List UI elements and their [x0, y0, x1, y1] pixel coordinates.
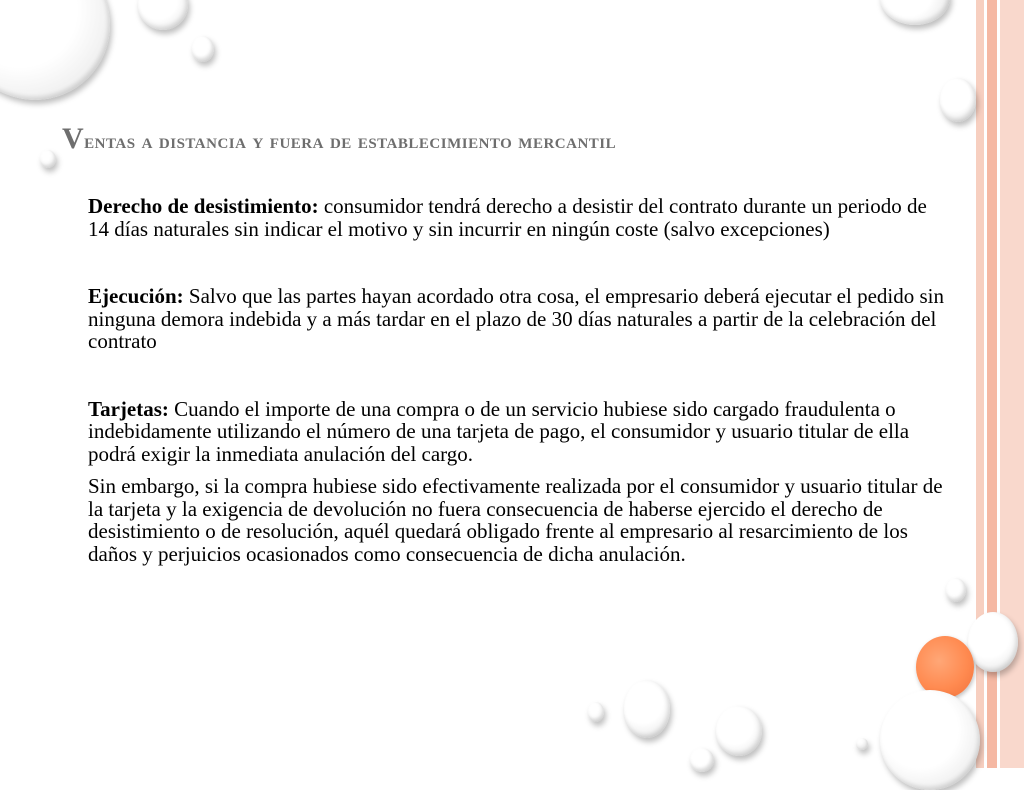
water-drop-icon — [880, 690, 980, 790]
paragraph-desistimiento — [88, 195, 948, 240]
paragraph-sin-embargo — [88, 475, 948, 565]
water-drop-icon — [940, 78, 976, 122]
water-drop-icon — [624, 680, 670, 738]
slide-body — [88, 195, 948, 565]
paragraph-text: Salvo que las partes hayan acordado otra cosa, el empresario deberá ejecutar el pedido sin ninguna demora indebida y a más tardar en el plazo de 30 días naturales a partir de la celebración del contrato — [88, 284, 945, 353]
title-initial: V — [62, 122, 85, 155]
water-drop-icon — [716, 706, 762, 756]
water-drop-icon — [690, 748, 714, 772]
paragraph-ejecucion — [88, 285, 948, 353]
water-drop-icon — [588, 702, 604, 722]
water-drop-icon — [138, 0, 188, 30]
water-drop-icon — [192, 36, 214, 62]
water-drop-icon — [968, 612, 1018, 672]
water-drop-icon — [880, 0, 950, 25]
paragraph-label: Ejecución: — [88, 284, 184, 308]
orange-drop-icon — [916, 636, 974, 698]
water-drop-icon — [40, 150, 56, 168]
title-rest: entas a distancia y fuera de establecimiento mercantil — [84, 128, 617, 153]
water-drop-icon — [0, 0, 110, 100]
paragraph-text: Cuando el importe de una compra o de un servicio hubiese sido cargado fraudulenta o indebidamente utilizando el número de una tarjeta de pago, el consumidor y usuario titular de ella podrá exigir la inmediata anulación del cargo. — [88, 396, 910, 466]
water-drop-icon — [856, 738, 868, 750]
water-drop-icon — [946, 578, 966, 602]
slide-title — [62, 122, 942, 156]
paragraph-text: Sin embargo, si la compra hubiese sido efectivamente realizada por el consumidor y usuario titular de la tarjeta y la exigencia de devolución no fuera consecuencia de haberse ejercido el derecho de desistimiento o de resolución, aquél quedará obligado frente al empresario al resarcimiento de los daños y perjuicios ocasionados como consecuencia de dicha anulación. — [88, 474, 943, 566]
paragraph-label: Derecho de desistimiento: — [88, 194, 319, 218]
paragraph-tarjetas — [88, 398, 948, 466]
paragraph-text: consumidor tendrá derecho a desistir del contrato durante un periodo de 14 días naturales sin indicar el motivo y sin incurrir en ningún coste (salvo excepciones) — [88, 194, 927, 241]
paragraph-label: Tarjetas: — [88, 396, 169, 421]
